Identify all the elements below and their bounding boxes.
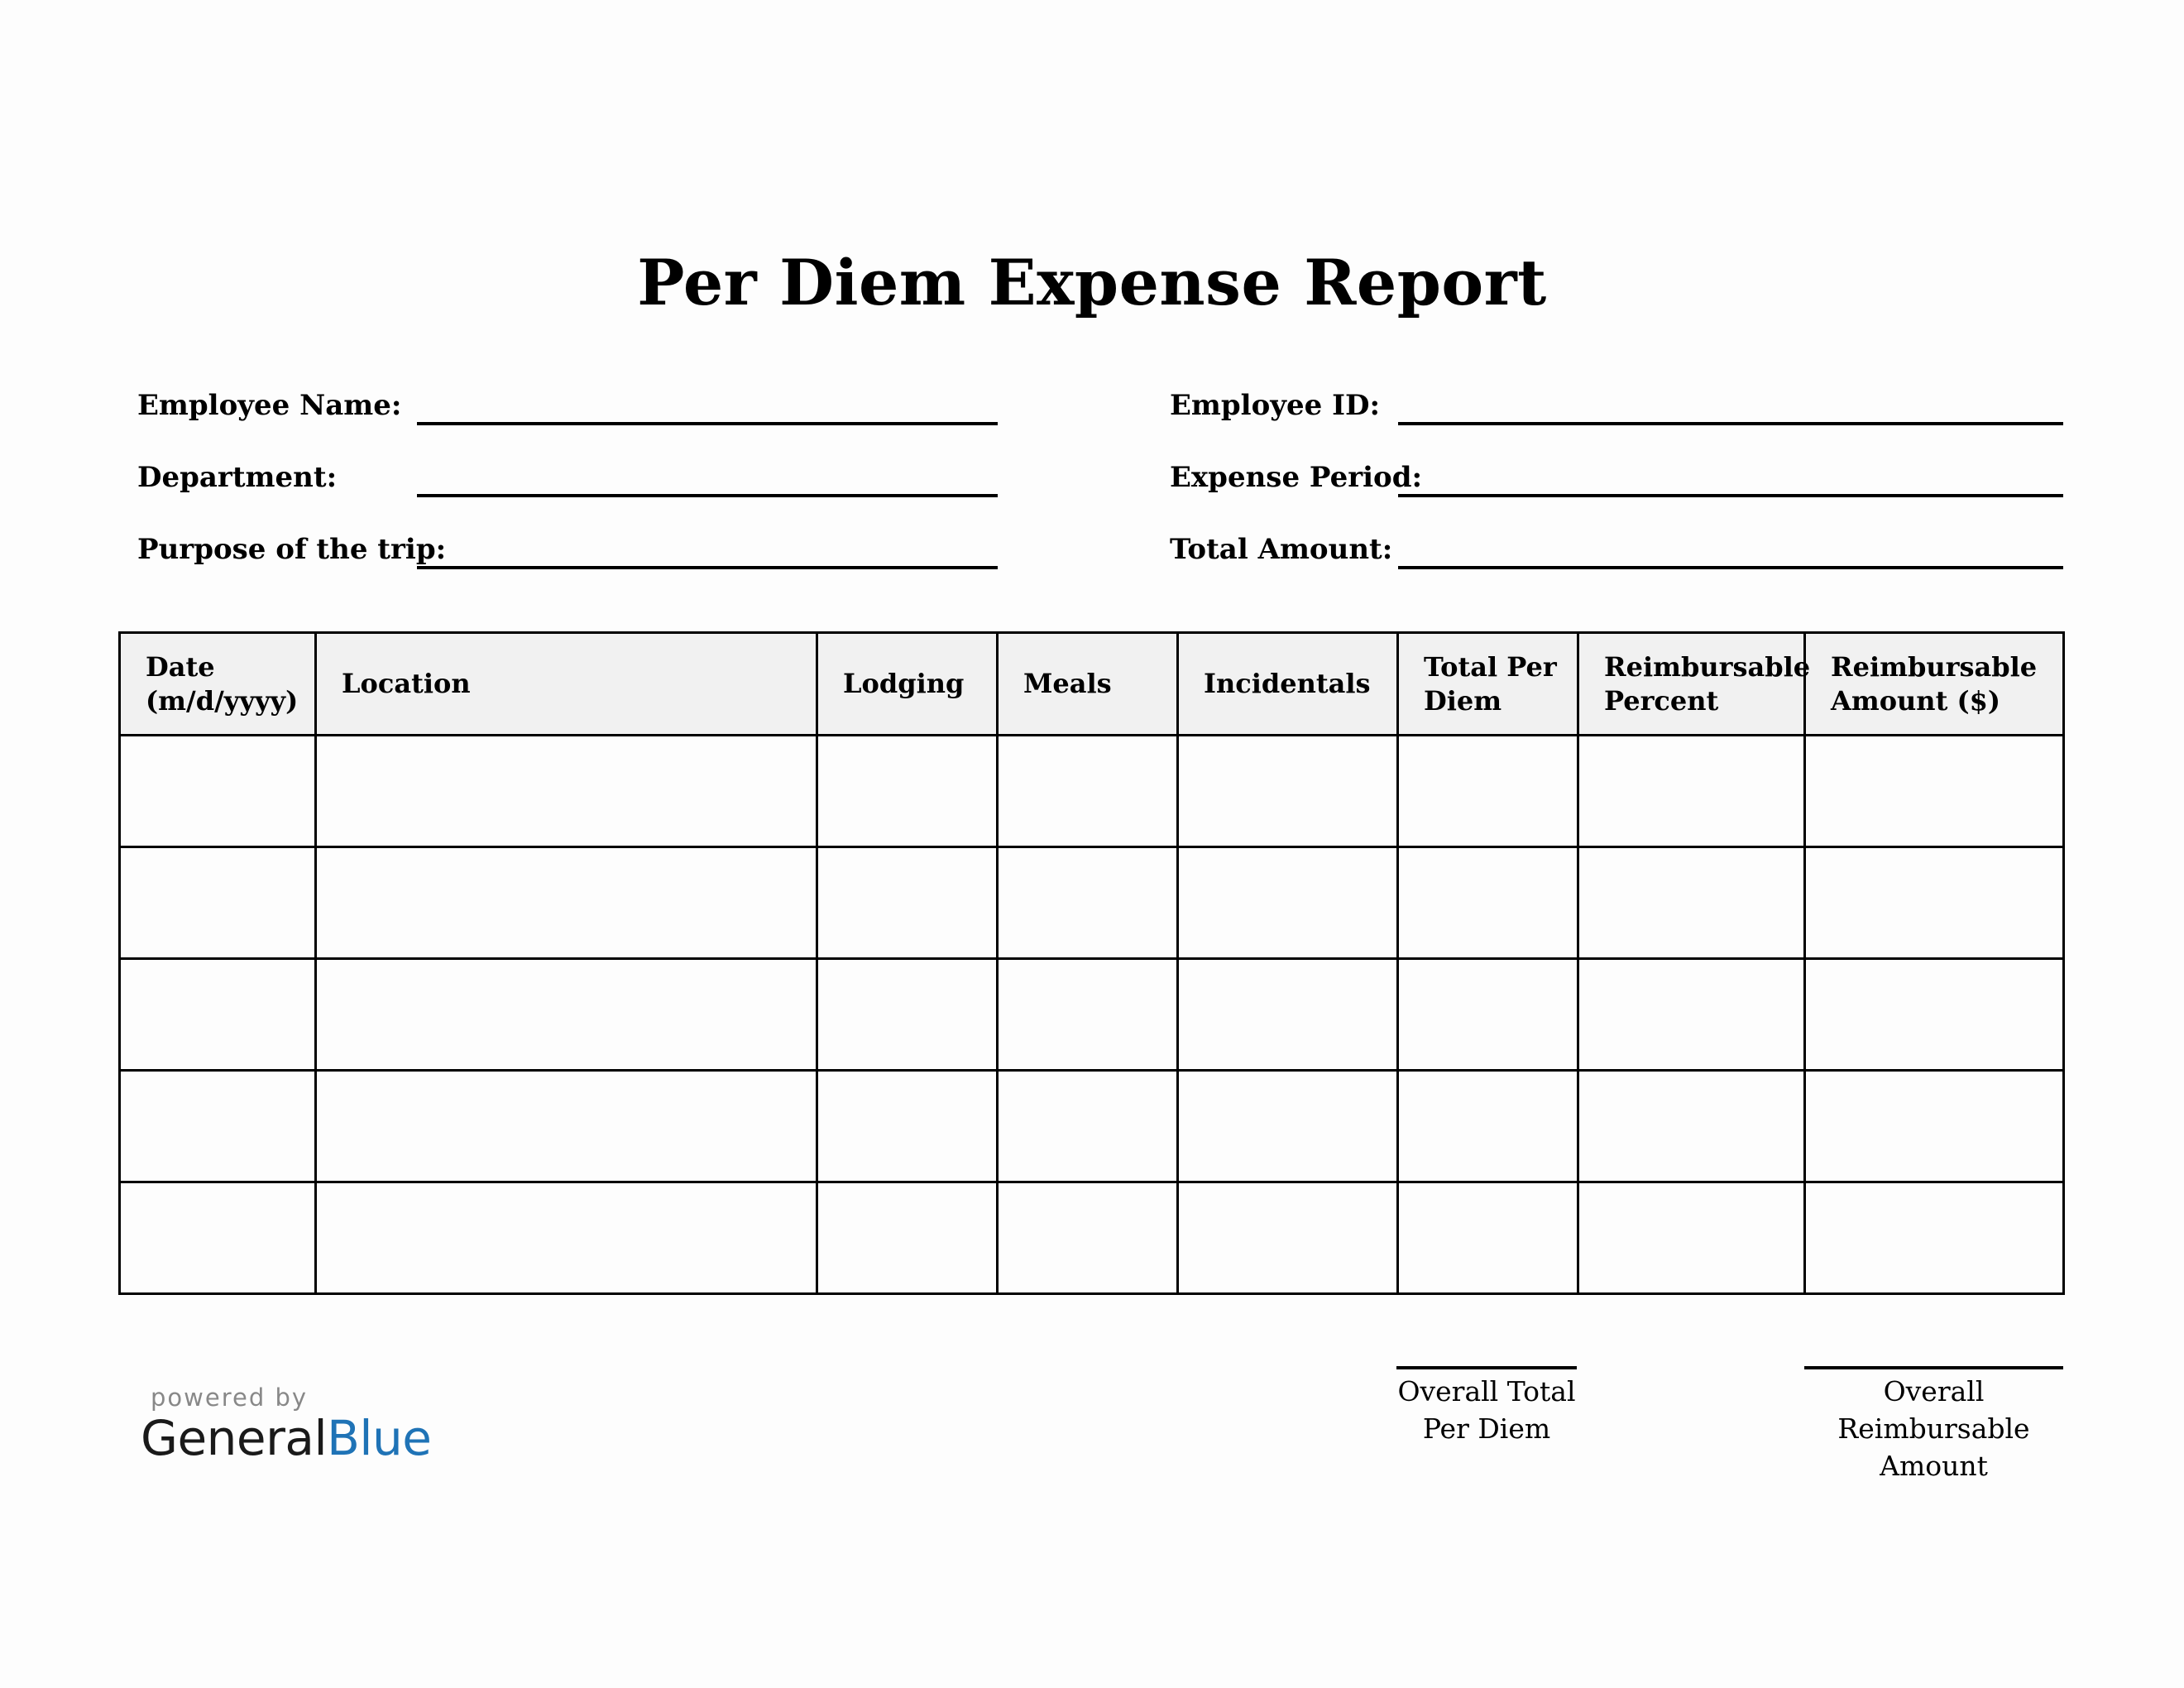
purpose-input-line[interactable] <box>417 566 998 569</box>
expense-period-field <box>1170 451 2063 501</box>
cell-total-per-diem[interactable] <box>1398 736 1578 847</box>
brand-blue: Blue <box>327 1410 432 1466</box>
table-body <box>120 736 2064 1294</box>
cell-location[interactable] <box>316 1182 817 1294</box>
cell-lodging[interactable] <box>817 847 998 959</box>
cell-lodging[interactable] <box>817 1182 998 1294</box>
cell-lodging[interactable] <box>817 959 998 1071</box>
cell-reimbursable-percent[interactable] <box>1578 1071 1805 1182</box>
cell-date[interactable] <box>120 959 316 1071</box>
cell-incidentals[interactable] <box>1178 736 1398 847</box>
overall-reimbursable-amount-label: Overall Reimbursable Amount <box>1837 1375 2030 1482</box>
cell-meals[interactable] <box>998 1071 1178 1182</box>
cell-reimbursable-amount[interactable] <box>1805 1182 2064 1294</box>
cell-incidentals[interactable] <box>1178 1182 1398 1294</box>
cell-lodging[interactable] <box>817 736 998 847</box>
cell-meals[interactable] <box>998 959 1178 1071</box>
cell-incidentals[interactable] <box>1178 847 1398 959</box>
cell-date[interactable] <box>120 1182 316 1294</box>
overall-total-per-diem-label: Overall Total Per Diem <box>1397 1375 1576 1445</box>
cell-date[interactable] <box>120 1071 316 1182</box>
total-amount-field <box>1170 523 2063 573</box>
cell-location[interactable] <box>316 736 817 847</box>
employee-id-field <box>1170 379 2063 429</box>
cell-reimbursable-amount[interactable] <box>1805 959 2064 1071</box>
general-blue-logo <box>141 1383 431 1466</box>
table-row <box>120 1071 2064 1182</box>
total-amount-label: Total Amount: <box>1170 533 1393 566</box>
cell-location[interactable] <box>316 1071 817 1182</box>
table-row <box>120 959 2064 1071</box>
employee-name-label: Employee Name: <box>137 389 402 422</box>
overall-total-per-diem-line[interactable] <box>1396 1366 1577 1369</box>
col-header-date: Date (m/d/yyyy) <box>120 633 316 736</box>
department-input-line[interactable] <box>417 494 998 497</box>
cell-date[interactable] <box>120 736 316 847</box>
col-header-total-per-diem: Total Per Diem <box>1398 633 1578 736</box>
cell-meals[interactable] <box>998 847 1178 959</box>
cell-incidentals[interactable] <box>1178 1071 1398 1182</box>
expense-period-input-line[interactable] <box>1398 494 2063 497</box>
cell-reimbursable-percent[interactable] <box>1578 1182 1805 1294</box>
powered-by-text: powered by <box>151 1383 309 1412</box>
employee-name-field <box>137 379 998 429</box>
employee-id-label: Employee ID: <box>1170 389 1381 422</box>
employee-id-input-line[interactable] <box>1398 422 2063 425</box>
cell-reimbursable-amount[interactable] <box>1805 1071 2064 1182</box>
employee-name-input-line[interactable] <box>417 422 998 425</box>
col-header-location: Location <box>316 633 817 736</box>
table-row <box>120 847 2064 959</box>
cell-date[interactable] <box>120 847 316 959</box>
col-header-reimbursable-percent: Reimbursable Percent <box>1578 633 1805 736</box>
purpose-field <box>137 523 998 573</box>
cell-total-per-diem[interactable] <box>1398 1182 1578 1294</box>
cell-incidentals[interactable] <box>1178 959 1398 1071</box>
overall-reimbursable-amount-line[interactable] <box>1804 1366 2063 1369</box>
cell-location[interactable] <box>316 959 817 1071</box>
department-label: Department: <box>137 461 338 494</box>
col-header-lodging: Lodging <box>817 633 998 736</box>
page-title: Per Diem Expense Report <box>637 246 1547 319</box>
purpose-label: Purpose of the trip: <box>137 533 447 566</box>
col-header-incidentals: Incidentals <box>1178 633 1398 736</box>
cell-reimbursable-percent[interactable] <box>1578 959 1805 1071</box>
cell-reimbursable-percent[interactable] <box>1578 847 1805 959</box>
cell-meals[interactable] <box>998 736 1178 847</box>
cell-reimbursable-amount[interactable] <box>1805 847 2064 959</box>
cell-lodging[interactable] <box>817 1071 998 1182</box>
cell-reimbursable-amount[interactable] <box>1805 736 2064 847</box>
cell-reimbursable-percent[interactable] <box>1578 736 1805 847</box>
expense-period-label: Expense Period: <box>1170 461 1423 494</box>
overall-reimbursable-amount-box <box>1804 1366 2063 1484</box>
table-row <box>120 1182 2064 1294</box>
cell-total-per-diem[interactable] <box>1398 959 1578 1071</box>
cell-meals[interactable] <box>998 1182 1178 1294</box>
overall-total-per-diem-box <box>1396 1366 1577 1447</box>
cell-total-per-diem[interactable] <box>1398 1071 1578 1182</box>
expense-table <box>118 631 2065 1295</box>
col-header-reimbursable-amount: Reimbursable Amount ($) <box>1805 633 2064 736</box>
table-header-row <box>120 633 2064 736</box>
total-amount-input-line[interactable] <box>1398 566 2063 569</box>
table-row <box>120 736 2064 847</box>
cell-location[interactable] <box>316 847 817 959</box>
department-field <box>137 451 998 501</box>
brand-name <box>141 1410 431 1466</box>
col-header-meals: Meals <box>998 633 1178 736</box>
cell-total-per-diem[interactable] <box>1398 847 1578 959</box>
brand-general: General <box>141 1410 328 1466</box>
